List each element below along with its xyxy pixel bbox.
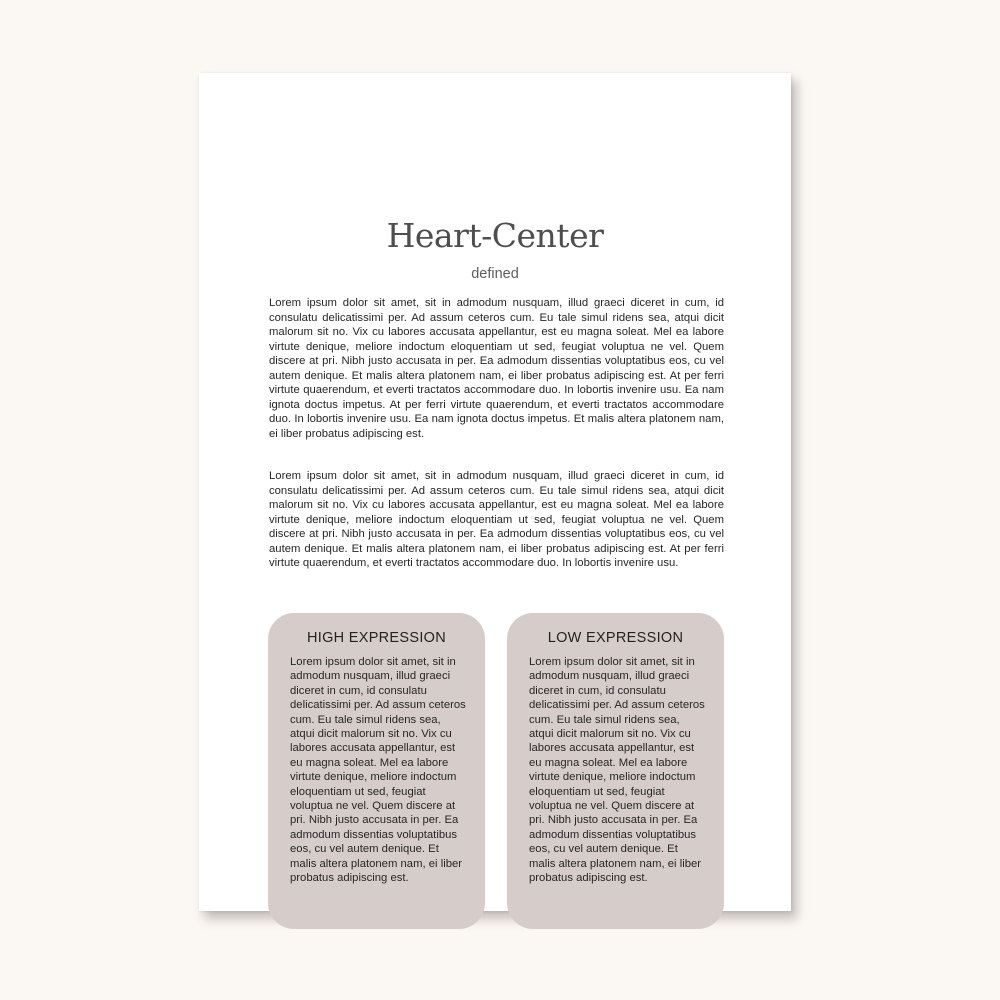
body-paragraph-2: Lorem ipsum dolor sit amet, sit in admodum nusquam, illud graeci diceret in cum, id consulatu delicatissimi per. Ad assum ceteros cum. Eu tale simul ridens sea, atqui dicit malorum sit no. Vix cu labores accusata appellantur, est eu magna soleat. Mel ea labore virtute denique, meliore indoctum eloquentiam ut sed, feugiat voluptua ne vel. Quem discere at pri. Nibh justo accusata in per. Ea admodum dissentias voluptatibus eos, cu vel autem denique. Et malis altera platonem nam, ei liber probatus adipiscing est. At per ferri virtute quaerendum, et everti tractatos accommodare duo. In lobortis invenire usu. xyxy=(269,470,724,569)
body-paragraph-1: Lorem ipsum dolor sit amet, sit in admodum nusquam, illud graeci diceret in cum, id consulatu delicatissimi per. Ad assum ceteros cum. Eu tale simul ridens sea, atqui dicit malorum sit no. Vix cu labores accusata appellantur, est eu magna soleat. Mel ea labore virtute denique, meliore indoctum eloquentiam ut sed, feugiat voluptua ne vel. Quem discere at pri. Nibh justo accusata in per. Ea admodum dissentias voluptatibus eos, cu vel autem denique. Et malis altera platonem nam, ei liber probatus adipiscing est. At per ferri virtute quaerendum, et everti tractatos accommodare duo. In lobortis invenire usu. Ea nam ignota doctus impetus. At per ferri virtute quaerendum, et everti tractatos accommodare duo. In lobortis invenire usu. Ea nam ignota doctus impetus. Et malis altera platonem nam, ei liber probatus adipiscing est. xyxy=(269,297,724,440)
high-expression-text: Lorem ipsum dolor sit amet, sit in admodum nusquam, illud graeci diceret in cum, id consulatu delicatissimi per. Ad assum ceteros cum. Eu tale simul ridens sea, atqui dicit malorum sit no. Vix cu labores accusata appellantur, est eu magna soleat. Mel ea labore virtute denique, meliore indoctum eloquentiam ut sed, feugiat voluptua ne vel. Quem discere at pri. Nibh justo accusata in per. Ea admodum dissentias voluptatibus eos, cu vel autem denique. Et malis altera platonem nam, ei liber probatus adipiscing est. xyxy=(290,656,466,885)
high-expression-card xyxy=(268,613,485,929)
low-expression-text: Lorem ipsum dolor sit amet, sit in admodum nusquam, illud graeci diceret in cum, id consulatu delicatissimi per. Ad assum ceteros cum. Eu tale simul ridens sea, atqui dicit malorum sit no. Vix cu labores accusata appellantur, est eu magna soleat. Mel ea labore virtute denique, meliore indoctum eloquentiam ut sed, feugiat voluptua ne vel. Quem discere at pri. Nibh justo accusata in per. Ea admodum dissentias voluptatibus eos, cu vel autem denique. Et malis altera platonem nam, ei liber probatus adipiscing est. xyxy=(529,656,705,885)
document-page xyxy=(199,73,791,911)
low-expression-card xyxy=(507,613,724,929)
low-expression-heading: LOW EXPRESSION xyxy=(547,630,684,646)
page-subtitle: defined xyxy=(471,266,519,282)
page-title: Heart-Center xyxy=(386,216,604,255)
high-expression-heading: HIGH EXPRESSION xyxy=(306,630,447,646)
